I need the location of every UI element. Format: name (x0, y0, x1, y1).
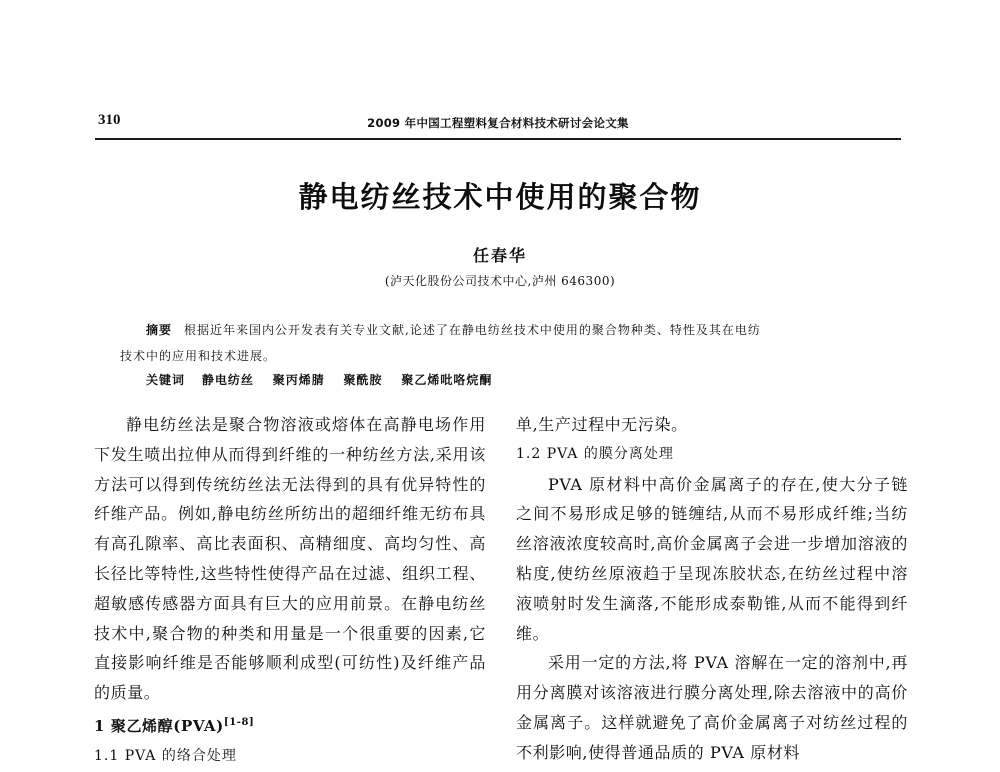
continued-paragraph: 单,生产过程中无污染。 (516, 415, 688, 434)
section-1-heading (94, 708, 486, 742)
keyword-item: 聚酰胺 (343, 373, 383, 387)
author-name: 任春华 (472, 246, 527, 265)
abstract-text-1: 根据近年来国内公开发表有关专业文献,论述了在静电纺丝技术中使用的聚合物种类、特性及其在电纺 (184, 323, 761, 337)
keyword-item: 静电纺丝 (201, 373, 254, 387)
right-column (516, 410, 908, 768)
keyword-item: 聚丙烯腈 (272, 373, 325, 387)
left-column (94, 410, 486, 772)
abstract-line-1 (120, 317, 890, 343)
page-number: 310 (98, 112, 121, 128)
keywords-label: 关键词 (146, 373, 186, 387)
section-1-1-heading: 1.1 PVA 的络合处理 (94, 747, 237, 764)
abstract-line-2: 技术中的应用和技术进展。 (120, 349, 277, 363)
section-1-2-heading: 1.2 PVA 的膜分离处理 (516, 445, 674, 462)
abstract-label: 摘要 (146, 323, 173, 337)
keywords (146, 369, 906, 391)
running-header (95, 112, 901, 140)
abstract (120, 317, 890, 369)
keyword-item: 聚乙烯吡咯烷酮 (401, 373, 493, 387)
paragraph-1-2-a: PVA 原材料中高价金属离子的存在,使大分子链之间不易形成足够的链缠结,从而不易形成纤维;当纺丝溶液浓度较高时,高价金属离子会进一步增加溶液的粘度,使纺丝原液趋于呈现冻胶状态,在纺丝过程中溶液喷射时发生滴落,不能形成泰勒锥,从而不能得到纤维。 (516, 474, 908, 643)
paragraph-1-2-b: 采用一定的方法,将 PVA 溶解在一定的溶剂中,再用分离膜对该溶液进行膜分离处理,除去溶液中的高价金属离子。这样就避免了高价金属离子对纺丝过程的不利影响,使得普通品质的 PVA 原材料 (516, 653, 908, 762)
intro-paragraph: 静电纺丝法是聚合物溶液或熔体在高静电场作用下发生喷出拉伸从而得到纤维的一种纺丝方法,采用该方法可以得到传统纺丝法无法得到的具有优异特性的纤维产品。例如,静电纺丝所纺出的超细纤维无纺布具有高孔隙率、高比表面积、高精细度、高均匀性、高长径比等特性,这些特性使得产品在过滤、组织工程、超敏感传感器方面具有巨大的应用前景。在静电纺丝技术中,聚合物的种类和用量是一个很重要的因素,它直接影响纤维是否能够顺利成型(可纺性)及纤维产品的质量。 (94, 415, 486, 703)
section-1-title: 1 聚乙烯醇(PVA) (94, 716, 224, 735)
running-title: 2009 年中国工程塑料复合材料技术研讨会论文集 (367, 116, 629, 130)
section-1-reference: [1-8] (223, 716, 255, 728)
author-affiliation: (泸天化股份公司技术中心,泸州 646300) (384, 274, 616, 288)
paper-title: 静电纺丝技术中使用的聚合物 (298, 180, 702, 214)
